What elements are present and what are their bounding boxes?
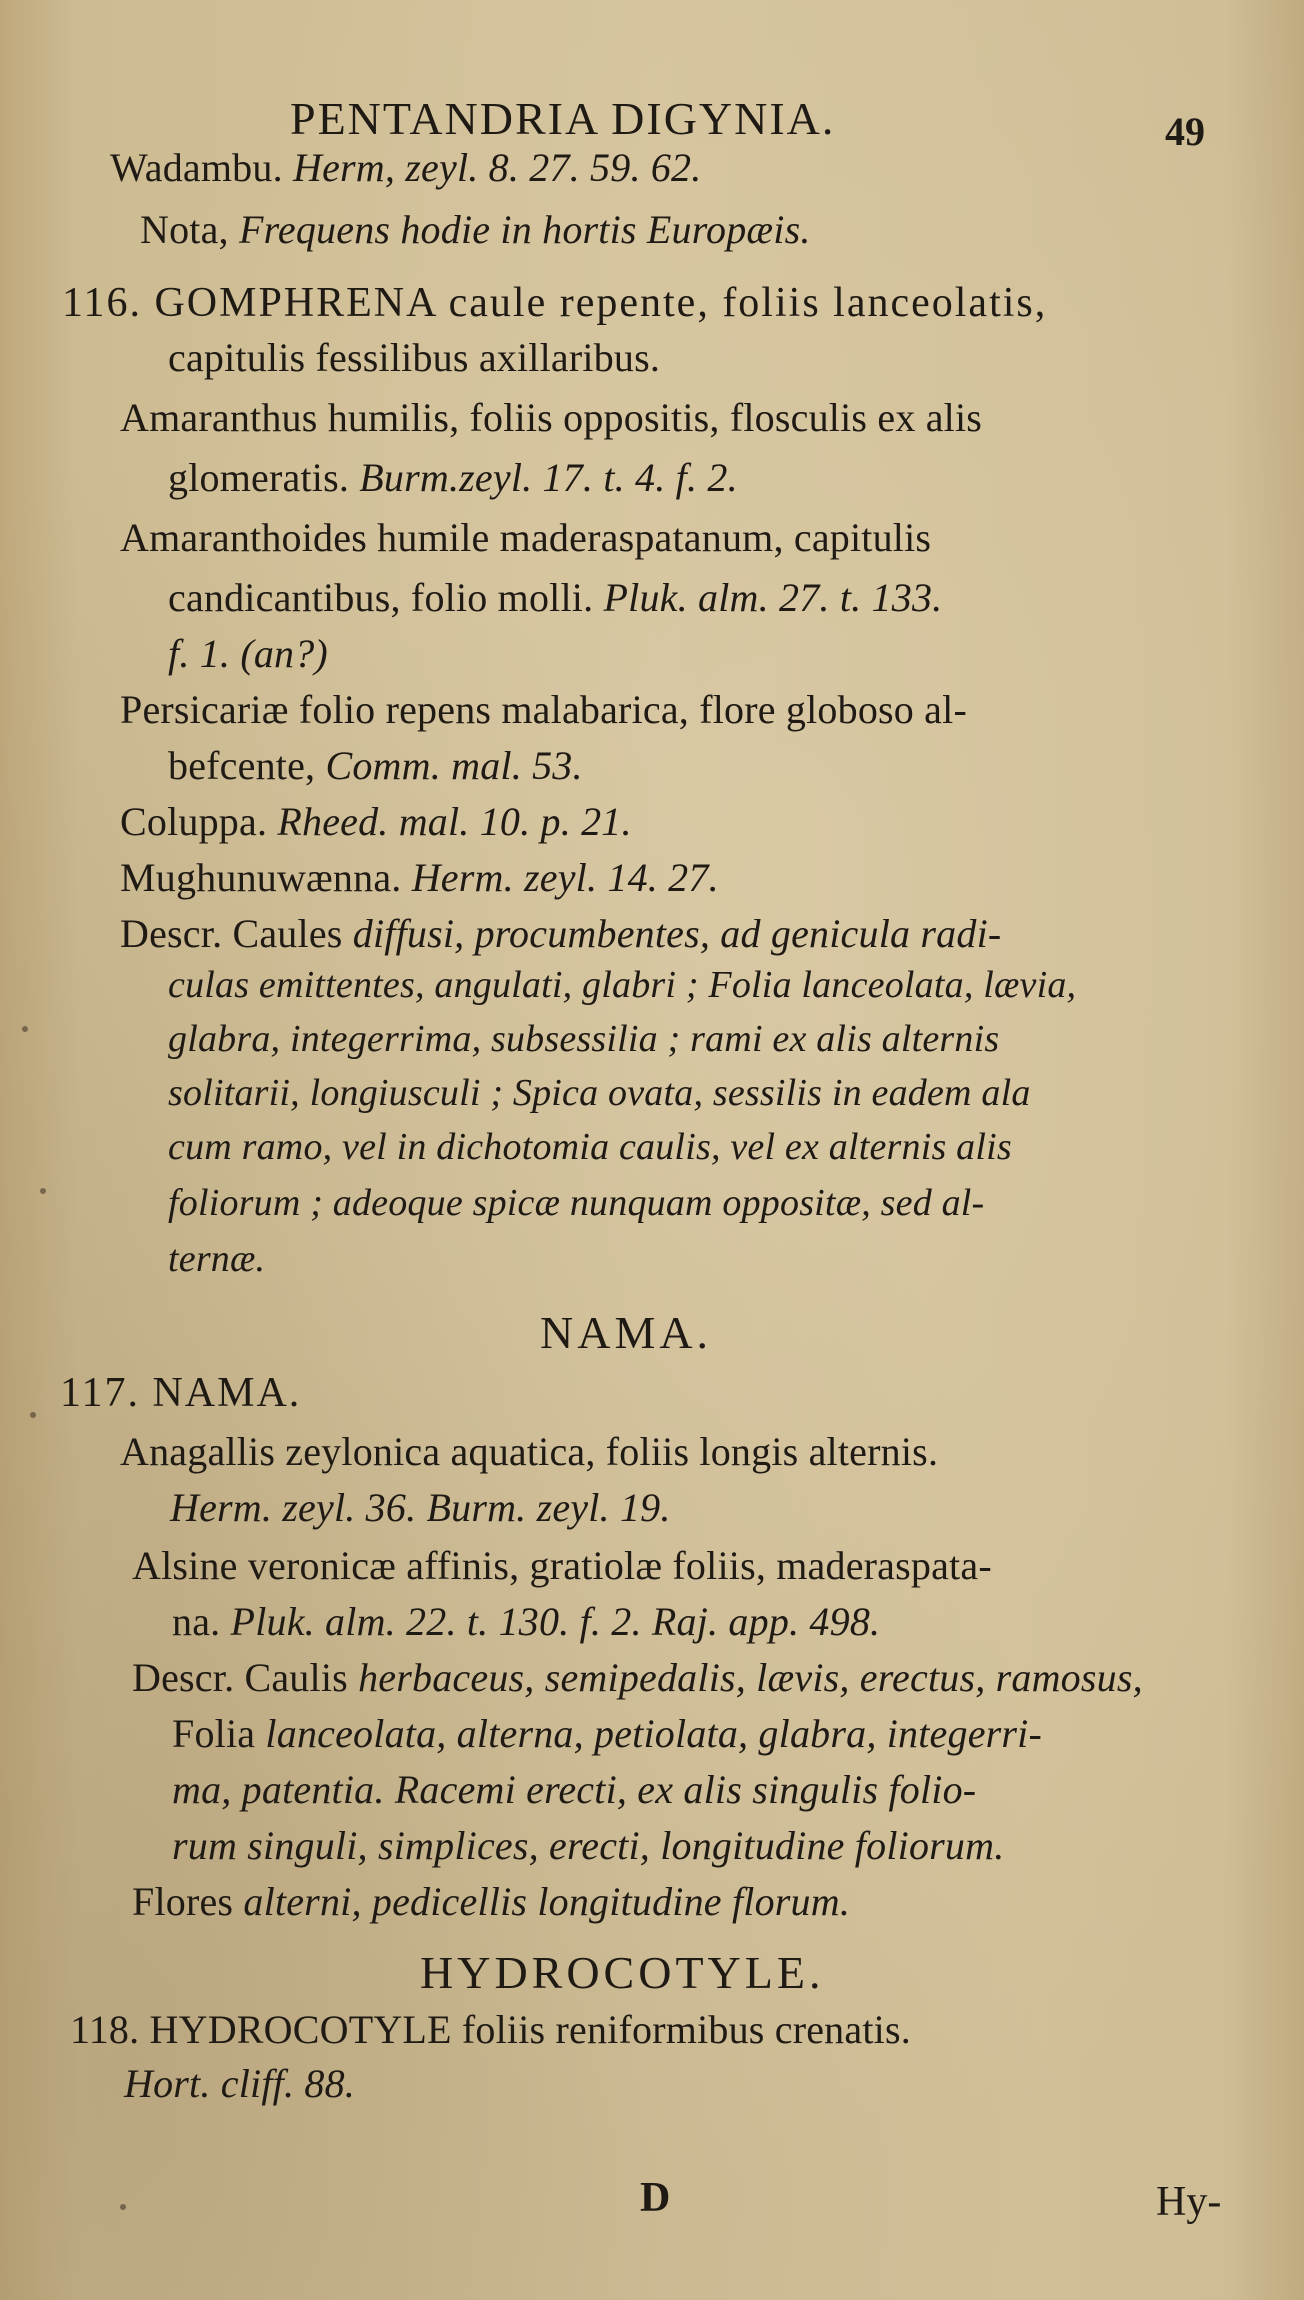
text-line-6: glomeratis. Burm.zeyl. 17. t. 4. f. 2. xyxy=(168,455,738,500)
text-line-29: rum singuli, simplices, erecti, longitudine foliorum. xyxy=(172,1823,1005,1868)
text-line-7: Amaranthoides humile maderaspatanum, capitulis xyxy=(120,515,932,560)
text-line-19: foliorum ; adeoque spicæ nunquam oppositæ, sed al- xyxy=(168,1182,985,1224)
text-line-5: Amaranthus humilis, foliis oppositis, flosculis ex alis xyxy=(120,395,983,440)
entry-117-heading: 117. NAMA. xyxy=(60,1370,302,1416)
text-line-24: Alsine veronicæ affinis, gratiolæ foliis, maderaspata- xyxy=(132,1543,992,1588)
text-line-1: Wadambu. Herm, zeyl. 8. 27. 59. 62. xyxy=(110,145,702,190)
text-line-14: Descr. Caules diffusi, procumbentes, ad genicula radi- xyxy=(120,911,1002,956)
text-line-10: Persicariæ folio repens malabarica, flore globoso al- xyxy=(120,687,967,732)
margin-speck xyxy=(120,2204,126,2210)
text-line-18: cum ramo, vel in dichotomia caulis, vel ex alternis alis xyxy=(168,1126,1012,1168)
running-title: PENTANDRIA DIGYNIA. xyxy=(290,93,836,144)
text-line-17: solitarii, longiusculi ; Spica ovata, sessilis in eadem ala xyxy=(168,1072,1031,1114)
text-line-23: Herm. zeyl. 36. Burm. zeyl. 19. xyxy=(170,1485,671,1530)
margin-speck xyxy=(40,1188,46,1194)
text-line-11: befcente, Comm. mal. 53. xyxy=(168,743,583,788)
text-line-22: Anagallis zeylonica aquatica, foliis longis alternis. xyxy=(120,1429,939,1474)
text-line-12: Coluppa. Rheed. mal. 10. p. 21. xyxy=(120,799,632,844)
text-line-13: Mughunuwænna. Herm. zeyl. 14. 27. xyxy=(120,855,719,900)
page-number: 49 xyxy=(1165,109,1205,154)
text-line-20: ternæ. xyxy=(168,1238,266,1280)
text-line-4: capitulis fessilibus axillaribus. xyxy=(168,335,661,380)
text-line-27: Folia lanceolata, alterna, petiolata, glabra, integerri- xyxy=(172,1711,1043,1756)
margin-speck xyxy=(22,1026,28,1032)
text-line-25: na. Pluk. alm. 22. t. 130. f. 2. Raj. app. 498. xyxy=(172,1599,881,1644)
section-title-hydrocotyle: HYDROCOTYLE. xyxy=(420,1947,825,1998)
text-line-30: Flores alterni, pedicellis longitudine florum. xyxy=(132,1879,851,1924)
margin-speck xyxy=(30,1412,36,1418)
text-line-9: f. 1. (an?) xyxy=(168,631,328,676)
entry-118-heading: 118. HYDROCOTYLE foliis reniformibus crenatis. xyxy=(70,2007,911,2052)
text-line-26: Descr. Caulis herbaceus, semipedalis, lævis, erectus, ramosus, xyxy=(132,1655,1143,1700)
text-line-15: culas emittentes, angulati, glabri ; Folia lanceolata, lævia, xyxy=(168,964,1077,1006)
text-line-2: Nota, Frequens hodie in hortis Europæis. xyxy=(140,207,811,252)
section-title-nama: NAMA. xyxy=(540,1307,713,1358)
text-line-28: ma, patentia. Racemi erecti, ex alis singulis folio- xyxy=(172,1767,977,1812)
text-line-32: Hort. cliff. 88. xyxy=(124,2061,355,2106)
signature-mark: D xyxy=(640,2175,671,2221)
catchword: Hy- xyxy=(1156,2179,1222,2225)
entry-116-heading: 116. GOMPHRENA caule repente, foliis lanceolatis, xyxy=(62,280,1048,326)
text-line-16: glabra, integerrima, subsessilia ; rami ex alis alternis xyxy=(168,1018,1000,1060)
text-line-8: candicantibus, folio molli. Pluk. alm. 27. t. 133. xyxy=(168,575,943,620)
